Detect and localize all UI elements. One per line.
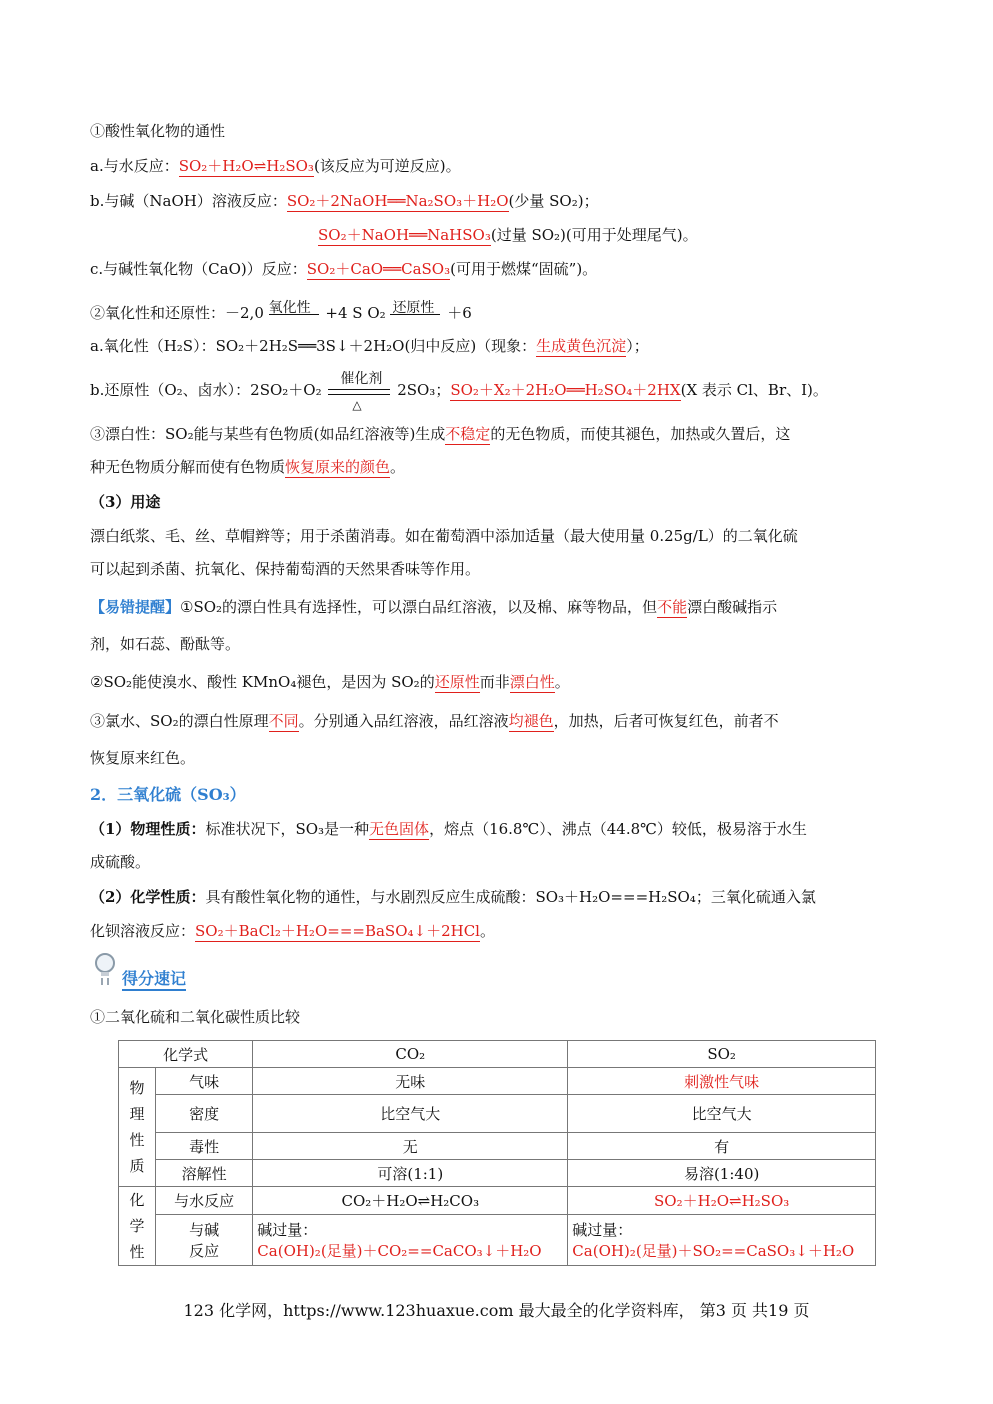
left-arrow — [268, 299, 321, 316]
answer-equation: SO₂＋2NaOH══Na₂SO₃＋H₂O — [286, 192, 509, 210]
row-key: 气味 — [156, 1068, 253, 1095]
cell-line: 碱过量： — [257, 1220, 318, 1239]
text: 而非 — [479, 673, 510, 691]
page-footer: 123 化学网，https://www.123huaxue.com 最大最全的化学资料库， 第3 页 共19 页 — [183, 1301, 810, 1320]
line-so3-physical — [90, 819, 807, 839]
text: （3）用途 — [90, 493, 161, 511]
cell-so2 — [568, 1214, 876, 1265]
text: b.与碱（NaOH）溶液反应： — [90, 192, 287, 210]
cell-co2: 无 — [253, 1133, 568, 1160]
heat-label: △ — [352, 398, 362, 412]
row-key: 毒性 — [156, 1133, 253, 1160]
answer-bleaching: 漂白性 — [509, 673, 555, 691]
answer-reducing: 还原性 — [434, 673, 480, 691]
text: 可以起到杀菌、抗氧化、保持葡萄酒的天然果香味等作用。 — [90, 560, 481, 578]
text: 。 — [390, 458, 406, 476]
text: ②SO₂能使溴水、酸性 KMnO₄褪色，是因为 SO₂的 — [90, 673, 435, 691]
answer-equation: SO₂＋H₂O⇌H₂SO₃ — [178, 157, 314, 175]
line-bleaching-2 — [90, 457, 405, 477]
arrow-label: 氧化性 — [268, 299, 311, 316]
label: （1）物理性质： — [90, 820, 206, 838]
line-bleaching-1 — [90, 424, 790, 444]
cell-co2: 比空气大 — [253, 1095, 568, 1133]
line-uses-1 — [90, 526, 798, 546]
line-tip-2 — [90, 672, 570, 692]
text: 恢复原来红色。 — [90, 749, 196, 767]
group-label: 理 — [129, 1105, 145, 1123]
table-row — [119, 1160, 876, 1187]
text: ）； — [626, 337, 649, 355]
answer-cannot: 不能 — [657, 598, 688, 616]
line-naoh-reaction — [90, 191, 599, 211]
table-header: 化学式 — [119, 1041, 253, 1068]
line-redox-diagram — [90, 299, 472, 323]
text: 成硫酸。 — [90, 853, 151, 871]
text: ①SO₂的漂白性具有选择性，可以漂白品红溶液，以及棉、麻等物品，但 — [180, 598, 658, 616]
cell-so2: SO₂＋H₂O⇌H₂SO₃ — [568, 1187, 876, 1215]
line-so3-chemical-b — [90, 921, 495, 941]
row-key: 与水反应 — [156, 1187, 253, 1215]
text: 的无色物质，而使其褪色，加热或久置后，这 — [490, 425, 791, 443]
answer-restore: 恢复原来的颜色 — [285, 458, 391, 476]
row-key-line: 反应 — [189, 1241, 220, 1260]
table-row — [119, 1187, 876, 1215]
text: 漂白酸碱指示 — [687, 598, 778, 616]
text: 剂，如石蕊、酚酞等。 — [90, 635, 241, 653]
text: ，熔点（16.8℃）、沸点（44.8℃）较低，极易溶于水生 — [429, 820, 807, 838]
right-arrow — [390, 299, 442, 316]
text: ＋6 — [447, 304, 472, 322]
text: ②氧化性和还原性：－2,0 — [90, 304, 264, 322]
line-uses-heading — [90, 492, 160, 512]
catalyst-arrow — [326, 371, 392, 412]
cell-co2: CO₂＋H₂O⇌H₂CO₃ — [253, 1187, 568, 1215]
text: ，加热，后者可恢复红色，前者不 — [553, 712, 779, 730]
table-row — [119, 1133, 876, 1160]
row-key: 溶解性 — [156, 1160, 253, 1187]
answer-equation: SO₂＋X₂＋2H₂O══H₂SO₄＋2HX — [450, 381, 681, 399]
section-so3-title: 2．三氧化硫（SO₃） — [90, 785, 246, 804]
group-label: 性 — [129, 1131, 145, 1149]
line-cao-reaction — [90, 259, 597, 279]
text: ①酸性氧化物的通性 — [90, 122, 226, 140]
cell-so2: 易溶(1:40) — [568, 1160, 876, 1187]
group-physical — [119, 1068, 156, 1187]
arrow-label: 还原性 — [392, 299, 435, 316]
table-row — [119, 1214, 876, 1265]
line-so3-chemical — [90, 887, 816, 907]
text: 化钡溶液反应： — [90, 922, 196, 940]
text: (该反应为可逆反应)。 — [313, 157, 461, 175]
text: 漂白纸浆、毛、丝、草帽辫等；用于杀菌消毒。如在葡萄酒中添加适量（最大使用量 0.25g/L）的二氧化硫 — [90, 527, 798, 545]
text: 2SO₃； — [397, 381, 451, 399]
text: (可用于燃煤“固硫”)。 — [450, 260, 598, 278]
text: b.还原性（O₂、卤水）：2SO₂＋O₂ — [90, 381, 322, 399]
text: a.与水反应： — [90, 157, 179, 175]
text: +4 S O₂ — [325, 304, 386, 322]
cell-so2: 刺激性气味 — [568, 1068, 876, 1095]
text: 。 — [554, 673, 570, 691]
answer-fade: 均褪色 — [508, 712, 554, 730]
text: ①二氧化硫和二氧化碳性质比较 — [90, 1008, 301, 1026]
line-tip-3 — [90, 711, 779, 731]
table-header: CO₂ — [253, 1041, 568, 1068]
table-header-row — [119, 1041, 876, 1068]
table-row — [119, 1095, 876, 1133]
line-oxidizing — [90, 336, 649, 356]
answer-phenomenon: 生成黄色沉淀 — [536, 337, 627, 355]
tip-tag: 【易错提醒】 — [90, 598, 181, 616]
group-chemical — [119, 1187, 156, 1266]
answer-equation: SO₂＋NaOH══NaHSO₃ — [318, 226, 491, 244]
line-tip-1b — [90, 634, 240, 654]
text: 。分别通入品红溶液，品红溶液 — [298, 712, 509, 730]
answer-different: 不同 — [268, 712, 299, 730]
line-naoh-excess — [318, 225, 698, 245]
line-reducing — [90, 371, 828, 412]
answer-equation: SO₂＋CaO══CaSO₃ — [306, 260, 451, 278]
row-key-line: 与碱 — [189, 1220, 220, 1239]
cell-line: Ca(OH)₂(足量)＋CO₂==CaCO₃↓＋H₂O — [257, 1241, 542, 1260]
line-tip-1 — [90, 597, 777, 617]
catalyst-label: 催化剂 — [340, 371, 383, 387]
cell-co2: 无味 — [253, 1068, 568, 1095]
text: (X 表示 Cl、Br、I)。 — [680, 381, 828, 399]
text: 种无色物质分解而使有色物质 — [90, 458, 286, 476]
table-header: SO₂ — [568, 1041, 876, 1068]
quick-notes-heading: 得分速记 — [122, 966, 186, 991]
cell-line: 碱过量： — [572, 1220, 633, 1239]
cell-co2: 可溶(1:1) — [253, 1160, 568, 1187]
cell-so2: 有 — [568, 1133, 876, 1160]
group-label: 性 — [129, 1243, 145, 1261]
text: (少量 SO₂)； — [508, 192, 599, 210]
line-acid-oxide-title — [90, 121, 225, 141]
text: 具有酸性氧化物的通性，与水剧烈反应生成硫酸：SO₃＋H₂O===H₂SO₄；三氧化硫通入氯 — [205, 888, 816, 906]
cell-co2 — [253, 1214, 568, 1265]
line-uses-2 — [90, 559, 480, 579]
lightbulb-icon — [94, 952, 116, 986]
row-key — [156, 1214, 253, 1265]
answer-equation: SO₂＋BaCl₂＋H₂O===BaSO₄↓＋2HCl — [195, 922, 480, 940]
line-compare-title — [90, 1007, 300, 1027]
group-label: 化 — [129, 1191, 145, 1209]
table-row — [119, 1068, 876, 1095]
group-label: 物 — [129, 1079, 145, 1097]
line-tip-3b — [90, 748, 195, 768]
line-so3-physical-b — [90, 852, 150, 872]
cell-so2: 比空气大 — [568, 1095, 876, 1133]
text: (过量 SO₂)(可用于处理尾气)。 — [490, 226, 698, 244]
text: c.与碱性氧化物（CaO)）反应： — [90, 260, 307, 278]
answer-unstable: 不稳定 — [445, 425, 491, 443]
row-key: 密度 — [156, 1095, 253, 1133]
group-label: 质 — [129, 1157, 145, 1175]
line-water-reaction — [90, 156, 461, 176]
cell-line: Ca(OH)₂(足量)＋SO₂==CaSO₃↓＋H₂O — [572, 1241, 855, 1260]
text: 。 — [479, 922, 495, 940]
text: ③漂白性：SO₂能与某些有色物质(如品红溶液等)生成 — [90, 425, 446, 443]
comparison-table — [118, 1040, 876, 1266]
answer-colorless-solid: 无色固体 — [369, 820, 430, 838]
text: 标准状况下，SO₃是一种 — [205, 820, 370, 838]
text: ③氯水、SO₂的漂白性原理 — [90, 712, 269, 730]
label: （2）化学性质： — [90, 888, 206, 906]
group-label: 学 — [129, 1217, 145, 1235]
text: a.氧化性（H₂S）：SO₂＋2H₂S══3S↓＋2H₂O(归中反应)（现象： — [90, 337, 537, 355]
